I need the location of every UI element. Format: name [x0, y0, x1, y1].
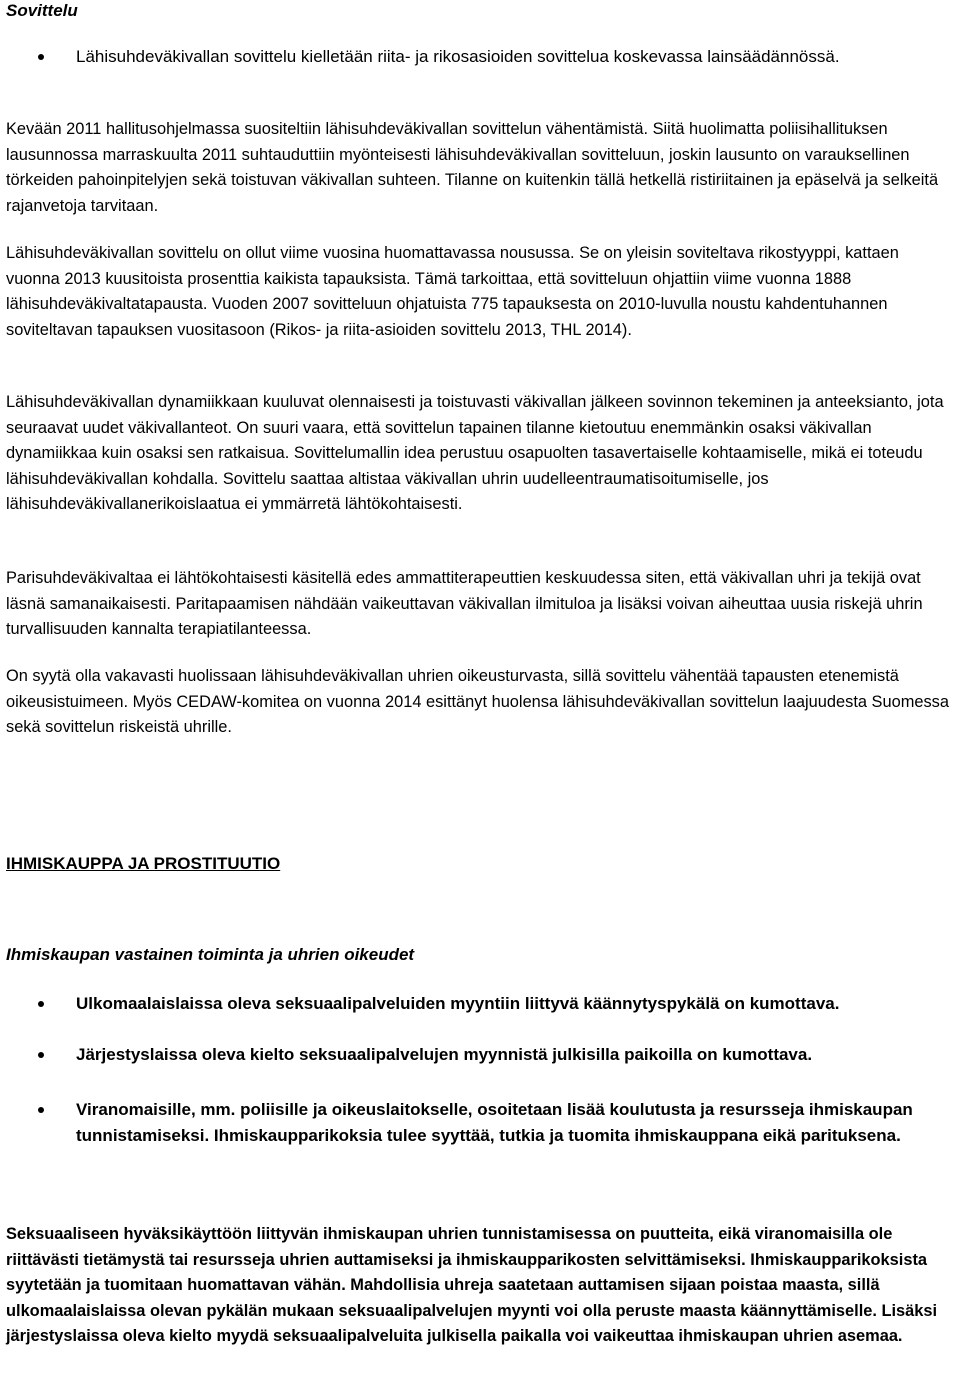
paragraph-dynamiikka: Lähisuhdeväkivallan dynamiikkaan kuuluvat olennaisesti ja toistuvasti väkivallan jälkeen sovinnon tekeminen ja anteeksianto, jota seuraavat uudet väkivallanteot. On suuri vaara, että sovittelun tapainen tilanne kietoutuu enemmänkin osaksi väkivallan dynamiikkaa kuin osaksi sen ratkaisua. Sovittelumallin idea perustuu osapuolten tasavertaiselle kohtaamiselle, mikä ei toteudu lähisuhdeväkivallan kohdalla. Sovittelu saattaa altistaa väkivallan uhrin uudelleentraumatisoitumiselle, jos lähisuhdeväkivallanerikoislaatua ei ymmärretä lähtökohtaisesti.	[6, 393, 944, 513]
bullet-text: Lähisuhdeväkivallan sovittelu kielletään riita- ja rikosasioiden sovittelua koskevassa lainsäädännössä.	[76, 47, 840, 66]
bullet-dot-icon	[38, 1052, 44, 1058]
list-item	[0, 991, 960, 1017]
section-title-sovittelu: Sovittelu	[6, 1, 78, 20]
paragraph-hallitusohjelma: Kevään 2011 hallitusohjelmassa suositeltiin lähisuhdeväkivallan sovittelun vähentämistä. Siitä huolimatta poliisihallituksen lausunnossa marraskuulta 2011 suhtauduttiin myönteisesti lähisuhdeväkivallan sovitteluun, joskin lausunto on varauksellinen törkeiden pahoinpitelyjen sekä toistuvan väkivallan suhteen. Tilanne on kuitenkin tällä hetkellä ristiriitainen ja epäselvä ja selkeitä rajanvetoja tarvitaan.	[6, 120, 939, 215]
bullet-dot-icon	[38, 1001, 44, 1007]
list-item	[0, 1097, 960, 1148]
paragraph-sovittelu-nousu: Lähisuhdeväkivallan sovittelu on ollut viime vuosina huomattavassa nousussa. Se on yleisin soviteltava rikostyyppi, kattaen vuonna 2013 kuusitoista prosenttia kaikista tapauksista. Tämä tarkoittaa, että sovitteluun ohjattiin viime vuonna 1888 lähisuhdeväkivaltatapausta. Vuoden 2007 sovitteluun ohjatuista 775 tapauksesta on 2010-luvulla noustu kahdentuhannen soviteltavan tapauksen vuositasoon (Rikos- ja riita-asioiden sovittelu 2013, THL 2014).	[6, 244, 899, 339]
ihmiskauppa-bullet-list-2	[0, 1042, 960, 1068]
subtitle-ihmiskauppa-uhrit: Ihmiskaupan vastainen toiminta ja uhrien oikeudet	[6, 945, 415, 964]
bullet-text: Järjestyslaissa oleva kielto seksuaalipalvelujen myynnistä julkisilla paikoilla on kumottava.	[76, 1045, 813, 1064]
ihmiskauppa-bullet-list	[0, 991, 960, 1017]
sovittelu-bullet-list	[0, 44, 960, 70]
heading-ihmiskauppa: IHMISKAUPPA JA PROSTITUUTIO	[6, 854, 281, 873]
paragraph-uhrien-tunnistaminen: Seksuaaliseen hyväksikäyttöön liittyvän ihmiskaupan uhrien tunnistamisessa on puutteita, eikä viranomaisilla ole riittävästi tietämystä tai resursseja uhrien auttamiseksi ja ihmiskaupparikosten selvittämiseksi. Ihmiskaupparikoksista syytetään ja tuomitaan huomattavan vähän. Mahdollisia uhreja saatetaan auttamisen sijaan poistaa maasta, sillä ulkomaalaislaissa olevan pykälän mukaan seksuaalipalvelujen myynti voi olla peruste maasta käännyttämiselle. Lisäksi järjestyslaissa oleva kielto myydä seksuaalipalveluita julkisella paikalla voi vaikeuttaa ihmiskaupan uhrien asemaa.	[6, 1225, 938, 1345]
list-item	[0, 1042, 960, 1068]
paragraph-oikeusturva: On syytä olla vakavasti huolissaan lähisuhdeväkivallan uhrien oikeusturvasta, sillä sovittelu vähentää tapausten etenemistä oikeusistuimeen. Myös CEDAW-komitea on vuonna 2014 esittänyt huolensa lähisuhdeväkivallan sovittelun laajuudesta Suomessa sekä sovittelun riskeistä uhrille.	[6, 667, 949, 736]
ihmiskauppa-bullet-list-3	[0, 1097, 960, 1148]
bullet-dot-icon	[38, 1107, 44, 1113]
paragraph-parisuhdevakivalta: Parisuhdeväkivaltaa ei lähtökohtaisesti käsitellä edes ammattiterapeuttien keskuudessa siten, että väkivallan uhri ja tekijä ovat läsnä samanaikaisesti. Paritapaamisen nähdään vaikeuttavan väkivallan ilmituloa ja lisäksi voivan aiheuttaa uusia riskejä uhrin turvallisuuden kannalta terapiatilanteessa.	[6, 569, 923, 638]
bullet-dot-icon	[38, 54, 44, 60]
list-item	[0, 44, 960, 70]
bullet-text: Viranomaisille, mm. poliisille ja oikeuslaitokselle, osoitetaan lisää koulutusta ja resursseja ihmiskaupan tunnistamiseksi. Ihmiskaupparikoksia tulee syyttää, tutkia ja tuomita ihmiskauppana eikä parituksena.	[76, 1100, 913, 1145]
bullet-text: Ulkomaalaislaissa oleva seksuaalipalveluiden myyntiin liittyvä käännytyspykälä on kumottava.	[76, 994, 840, 1013]
